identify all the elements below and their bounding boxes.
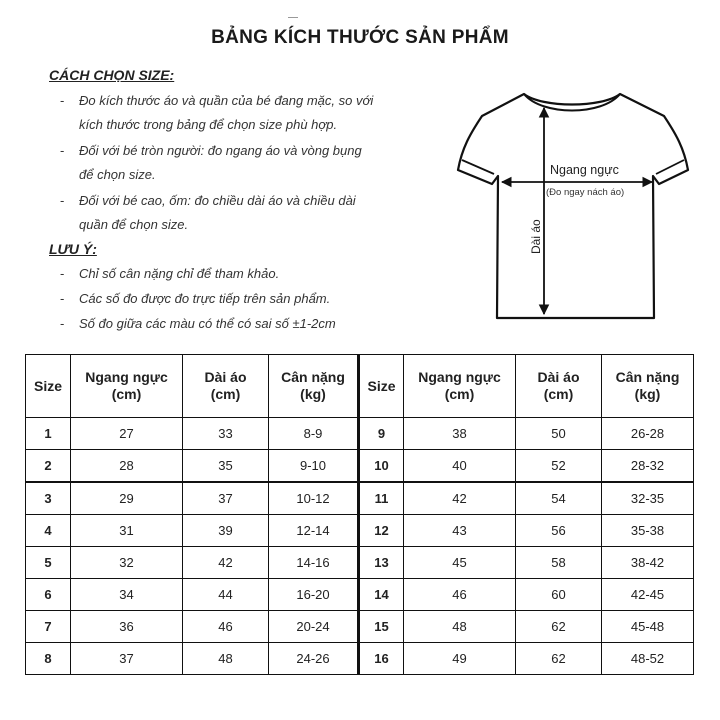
cell-length: 50 [516,418,602,450]
cell-weight: 8-9 [269,418,359,450]
guide-line: quần để chọn size. [79,217,189,232]
header-size: Size [26,355,71,418]
cell-size: 2 [26,450,71,483]
cell-size: 8 [26,643,71,675]
cell-length: 62 [516,611,602,643]
cell-length: 35 [183,450,269,483]
note-line: Chỉ số cân nặng chỉ để tham khảo. [79,266,280,281]
cell-chest: 27 [71,418,183,450]
bullet-dash: - [60,316,65,331]
cell-chest: 29 [71,482,183,515]
guide-line: Đo kích thước áo và quần của bé đang mặc, so với [79,93,374,108]
cell-chest: 38 [404,418,516,450]
cell-chest: 34 [71,579,183,611]
header-chest: Ngang ngực (cm) [71,355,183,418]
cell-chest: 32 [71,547,183,579]
cell-chest: 49 [404,643,516,675]
bullet-dash: - [60,291,65,306]
cell-chest: 28 [71,450,183,483]
cell-size: 12 [359,515,404,547]
guide-line: Đối với bé cao, ốm: đo chiều dài áo và chiều dài [79,193,356,208]
cell-size: 7 [26,611,71,643]
guide-line: kích thước trong bảng để chọn size phù hợp. [79,117,338,132]
cell-chest: 43 [404,515,516,547]
cell-weight: 9-10 [269,450,359,483]
cell-size: 14 [359,579,404,611]
tshirt-diagram [452,86,692,322]
cell-chest: 31 [71,515,183,547]
table-row [26,643,694,675]
cell-weight: 26-28 [602,418,694,450]
table-header-row [26,355,694,418]
size-table [25,354,694,675]
cell-size: 9 [359,418,404,450]
guide-line: Đối với bé tròn người: đo ngang áo và vòng bụng [79,143,362,158]
cell-weight: 20-24 [269,611,359,643]
cell-size: 13 [359,547,404,579]
cell-weight: 32-35 [602,482,694,515]
cell-size: 11 [359,482,404,515]
table-row [26,482,694,515]
note-line: Các số đo được đo trực tiếp trên sản phẩm. [79,291,331,306]
cell-length: 46 [183,611,269,643]
cell-chest: 48 [404,611,516,643]
cell-size: 6 [26,579,71,611]
header-weight: Cân nặng (kg) [602,355,694,418]
table-row [26,579,694,611]
cell-length: 48 [183,643,269,675]
chest-sublabel: (Đo ngay nách áo) [546,187,625,198]
header-weight: Cân nặng (kg) [269,355,359,418]
header-length: Dài áo (cm) [183,355,269,418]
cell-length: 33 [183,418,269,450]
chest-label: Ngang ngực [550,163,619,177]
cell-length: 58 [516,547,602,579]
bullet-dash: - [60,143,65,158]
header-length: Dài áo (cm) [516,355,602,418]
cell-weight: 28-32 [602,450,694,483]
cell-chest: 45 [404,547,516,579]
note-line: Số đo giữa các màu có thể có sai số ±1-2cm [79,316,336,331]
cell-length: 37 [183,482,269,515]
tshirt-outline [458,94,688,318]
top-mark [288,17,298,18]
cell-weight: 12-14 [269,515,359,547]
cell-length: 52 [516,450,602,483]
cell-length: 56 [516,515,602,547]
cell-length: 62 [516,643,602,675]
cell-chest: 40 [404,450,516,483]
header-size: Size [359,355,404,418]
cell-chest: 42 [404,482,516,515]
cell-size: 4 [26,515,71,547]
bullet-dash: - [60,193,65,208]
table-row [26,418,694,450]
guide-line: để chọn size. [79,167,156,182]
cell-length: 42 [183,547,269,579]
bullet-dash: - [60,266,65,281]
cell-weight: 38-42 [602,547,694,579]
cell-chest: 46 [404,579,516,611]
cell-weight: 42-45 [602,579,694,611]
header-chest: Ngang ngực (cm) [404,355,516,418]
cell-chest: 37 [71,643,183,675]
cell-weight: 24-26 [269,643,359,675]
table-row [26,611,694,643]
cell-weight: 35-38 [602,515,694,547]
length-label: Dài áo [529,219,543,254]
page-title: BẢNG KÍCH THƯỚC SẢN PHẨM [211,27,509,48]
cell-weight: 45-48 [602,611,694,643]
cell-size: 15 [359,611,404,643]
cell-length: 39 [183,515,269,547]
table-row [26,515,694,547]
cell-length: 44 [183,579,269,611]
guide-heading: CÁCH CHỌN SIZE: [49,67,175,83]
cell-weight: 48-52 [602,643,694,675]
cell-size: 1 [26,418,71,450]
table-row [26,547,694,579]
table-row [26,450,694,483]
cell-size: 5 [26,547,71,579]
cell-length: 60 [516,579,602,611]
cell-size: 16 [359,643,404,675]
cell-chest: 36 [71,611,183,643]
cell-size: 10 [359,450,404,483]
note-heading: LƯU Ý: [49,241,97,257]
cell-weight: 16-20 [269,579,359,611]
cell-length: 54 [516,482,602,515]
bullet-dash: - [60,93,65,108]
cell-weight: 10-12 [269,482,359,515]
cell-weight: 14-16 [269,547,359,579]
cell-size: 3 [26,482,71,515]
